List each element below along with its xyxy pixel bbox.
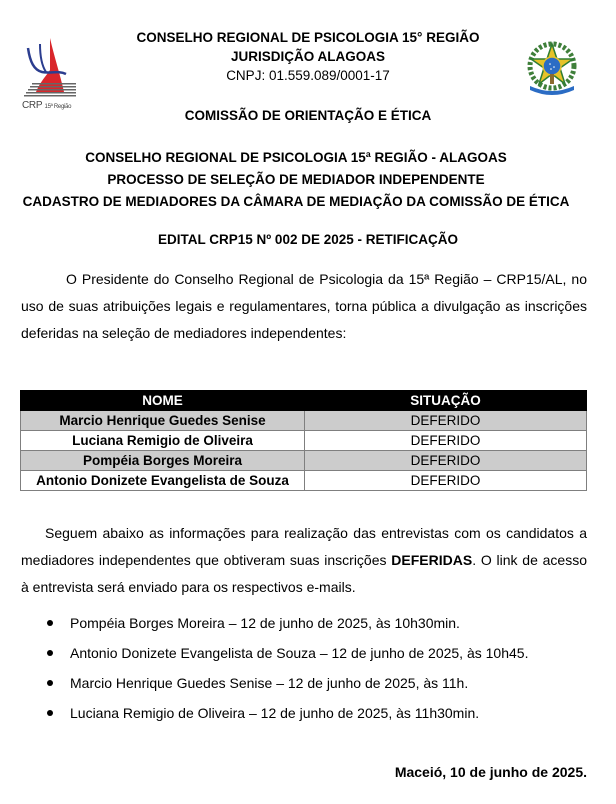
list-item: [40, 612, 528, 642]
candidate-status: DEFERIDO: [305, 431, 587, 451]
cnpj: CNPJ: 01.559.089/0001-17: [226, 68, 390, 83]
info-text-end: . O link de acesso à entrevista será enviado para os respectivos e-mails.: [21, 552, 587, 595]
list-item: [40, 642, 528, 672]
table-row: [21, 411, 587, 431]
schedule-entry: Pompéia Borges Moreira – 12 de junho de 2025, às 10h30min.: [70, 615, 460, 631]
list-item: [40, 672, 528, 702]
bullet-icon: [47, 680, 53, 686]
title-line-3: CADASTRO DE MEDIADORES DA CÂMARA DE MEDIAÇÃO DA COMISSÃO DE ÉTICA: [22, 194, 570, 209]
schedule-entry: Luciana Remigio de Oliveira – 12 de junho de 2025, às 11h30min.: [70, 705, 480, 721]
jurisdiction: JURISDIÇÃO ALAGOAS: [230, 49, 385, 64]
schedule-entry: Antonio Donizete Evangelista de Souza – 12 de junho de 2025, às 10h45.: [70, 645, 529, 661]
candidate-name: Luciana Remigio de Oliveira: [21, 431, 305, 451]
title-line-2: PROCESSO DE SELEÇÃO DE MEDIADOR INDEPENDENTE: [107, 172, 485, 187]
column-header-situacao: SITUAÇÃO: [305, 391, 587, 411]
candidate-status: DEFERIDO: [305, 471, 587, 491]
info-text-start: Seguem abaixo as informações para realização das entrevistas com os candidatos a mediadores independentes que obtiveram suas inscrições: [21, 525, 587, 568]
place-date: Maceió, 10 de junho de 2025.: [394, 764, 587, 780]
crp-logo-subcaption: 15ª Região: [44, 104, 72, 110]
crp-logo-caption: CRP: [22, 100, 43, 111]
table-row: [21, 431, 587, 451]
results-table: [20, 390, 587, 491]
candidate-status: DEFERIDO: [305, 411, 587, 431]
table-row: [21, 471, 587, 491]
council-name: CONSELHO REGIONAL DE PSICOLOGIA 15° REGIÃO: [136, 30, 480, 45]
column-header-nome: NOME: [21, 391, 305, 411]
commission-title: COMISSÃO DE ORIENTAÇÃO E ÉTICA: [184, 108, 432, 123]
candidate-name: Pompéia Borges Moreira: [21, 451, 305, 471]
info-bold-deferidas: DEFERIDAS: [391, 552, 473, 568]
bullet-icon: [47, 710, 53, 716]
intro-paragraph: O Presidente do Conselho Regional de Psicologia da 15ª Região – CRP15/AL, no uso de suas atribuições legais e regulamentares, torna pública a divulgação as inscrições deferidas na seleção de mediadores independentes:: [21, 271, 587, 341]
candidate-status: DEFERIDO: [305, 451, 587, 471]
candidate-name: Marcio Henrique Guedes Senise: [21, 411, 305, 431]
title-line-1: CONSELHO REGIONAL DE PSICOLOGIA 15ª REGIÃO - ALAGOAS: [85, 150, 507, 165]
interview-info-paragraph: [21, 520, 587, 601]
schedule-entry: Marcio Henrique Guedes Senise – 12 de junho de 2025, às 11h.: [70, 675, 469, 691]
table-header-row: [21, 391, 587, 411]
candidate-name: Antonio Donizete Evangelista de Souza: [21, 471, 305, 491]
table-row: [21, 451, 587, 471]
bullet-icon: [47, 650, 53, 656]
interview-schedule-list: [40, 612, 528, 732]
edital-title: EDITAL CRP15 Nº 002 DE 2025 - RETIFICAÇÃO: [157, 232, 458, 247]
list-item: [40, 702, 528, 732]
bullet-icon: [47, 620, 53, 626]
